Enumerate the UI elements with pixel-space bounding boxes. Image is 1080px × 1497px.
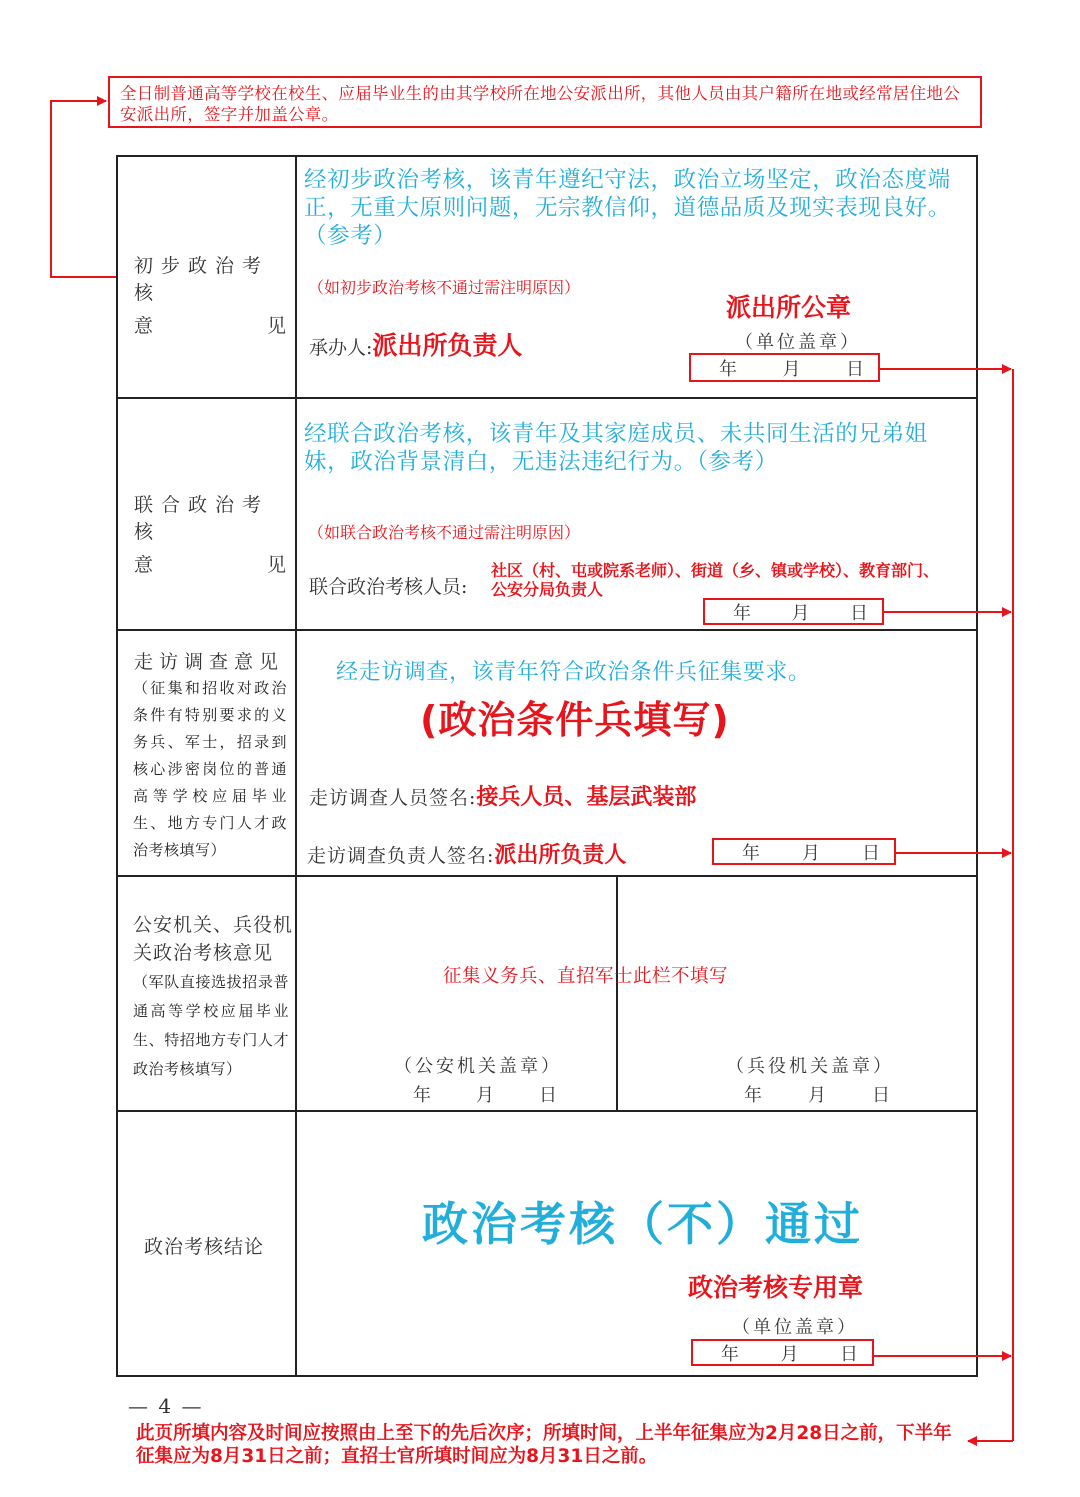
row3-investigator-label: 走访调查人员签名: bbox=[309, 787, 477, 809]
row1-handler-value: 派出所负责人 bbox=[372, 331, 523, 360]
row4-military-day: 日 bbox=[872, 1085, 890, 1106]
row2-day: 日 bbox=[850, 602, 868, 624]
row1-reference-text: 经初步政治考核，该青年遵纪守法，政治立场坚定，政治态度端正，无重大原则问题，无宗教信仰，道德品质及现实表现良好。（参考） bbox=[304, 167, 951, 249]
row2-month: 月 bbox=[791, 602, 810, 624]
row1-label-left: 意 bbox=[134, 315, 154, 337]
row5-year: 年 bbox=[721, 1343, 739, 1365]
row4-police-day: 日 bbox=[539, 1085, 557, 1106]
row4-label-title: 公安机关、兵役机关政治考核意见 bbox=[133, 914, 294, 964]
row1-seal-name: 派出所公章 bbox=[726, 293, 852, 322]
row4-military-seal-label: （兵役机关盖章） bbox=[726, 1056, 894, 1077]
row3-day: 日 bbox=[862, 842, 880, 864]
row3-month: 月 bbox=[802, 842, 820, 864]
row5-seal-label: （单位盖章） bbox=[732, 1317, 858, 1338]
row2-label-right: 见 bbox=[266, 554, 286, 576]
row3-leader-label: 走访调查负责人签名: bbox=[307, 845, 495, 867]
top-annotation-note: 全日制普通高等学校在校生、应届毕业生的由其学校所在地公安派出所，其他人员由其户籍所在地或经常居住地公安派出所，签字并加盖公章。 bbox=[108, 76, 982, 128]
row5-day: 日 bbox=[840, 1343, 858, 1365]
row2-reference-text: 经联合政治考核，该青年及其家庭成员、未共同生活的兄弟姐妹，政治背景清白，无违法违纪行为。（参考） bbox=[304, 421, 928, 475]
row4-police-seal-label: （公安机关盖章） bbox=[394, 1056, 562, 1077]
row3-fill-note: (政治条件兵填写) bbox=[420, 698, 730, 742]
row1-day: 日 bbox=[846, 358, 864, 380]
row1-handler-label: 承办人: bbox=[309, 337, 373, 359]
row1-month: 月 bbox=[782, 358, 801, 380]
row3-investigator-value: 接兵人员、基层武装部 bbox=[476, 785, 697, 810]
row4-military-year: 年 bbox=[744, 1085, 762, 1106]
row1-fail-note: （如初步政治考核不通过需注明原因） bbox=[308, 278, 581, 297]
row2-staff-value: 社区（村、屯或院系老师）、街道（乡、镇或学校）、教育部门、公安分局负责人 bbox=[491, 561, 940, 599]
row2-year: 年 bbox=[733, 602, 751, 624]
row2-fail-note: （如联合政治考核不通过需注明原因） bbox=[308, 523, 581, 542]
row1-year: 年 bbox=[719, 358, 737, 380]
row3-label-title: 走访调查意见 bbox=[134, 651, 285, 673]
row3-leader-value: 派出所负责人 bbox=[494, 843, 627, 868]
row2-staff-label: 联合政治考核人员: bbox=[309, 576, 468, 598]
row4-police-year: 年 bbox=[413, 1085, 431, 1106]
top-note-connector-arrow bbox=[51, 101, 116, 277]
row4-label-desc: （军队直接选拔招录普通高等学校应届毕业生、特招地方专门人才政治考核填写） bbox=[133, 973, 289, 1078]
row4-police-month: 月 bbox=[476, 1085, 494, 1106]
row5-seal-name: 政治考核专用章 bbox=[688, 1273, 864, 1302]
row3-reference-text: 经走访调查，该青年符合政治条件兵征集要求。 bbox=[336, 660, 811, 685]
row3-label-desc: （征集和招收对政治条件有特别要求的义务兵、军士，招录到核心涉密岗位的普通高等学校应届毕业生、地方专门人才政治考核填写） bbox=[133, 679, 287, 859]
row4-military-month: 月 bbox=[808, 1085, 826, 1106]
row3-year: 年 bbox=[742, 842, 760, 864]
row5-label: 政治考核结论 bbox=[144, 1236, 265, 1258]
row5-conclusion: 政治考核（不）通过 bbox=[422, 1197, 863, 1251]
row4-not-fill-note: 征集义务兵、直招军士此栏不填写 bbox=[443, 966, 729, 987]
row1-label-line1: 初步政治考核 bbox=[134, 255, 270, 304]
row2-label-left: 意 bbox=[134, 554, 154, 576]
row1-seal-label: （单位盖章） bbox=[735, 332, 861, 353]
bottom-annotation-note: 此页所填内容及时间应按照由上至下的先后次序；所填时间，上半年征集应为2月28日之前，下半年征集应为8月31日之前；直招士官所填时间应为8月31日之前。 bbox=[136, 1423, 952, 1467]
row1-label-right: 见 bbox=[266, 315, 286, 337]
page-number: — 4 — bbox=[128, 1394, 204, 1418]
row5-month: 月 bbox=[780, 1343, 799, 1365]
row2-label-line1: 联合政治考核 bbox=[134, 494, 270, 543]
